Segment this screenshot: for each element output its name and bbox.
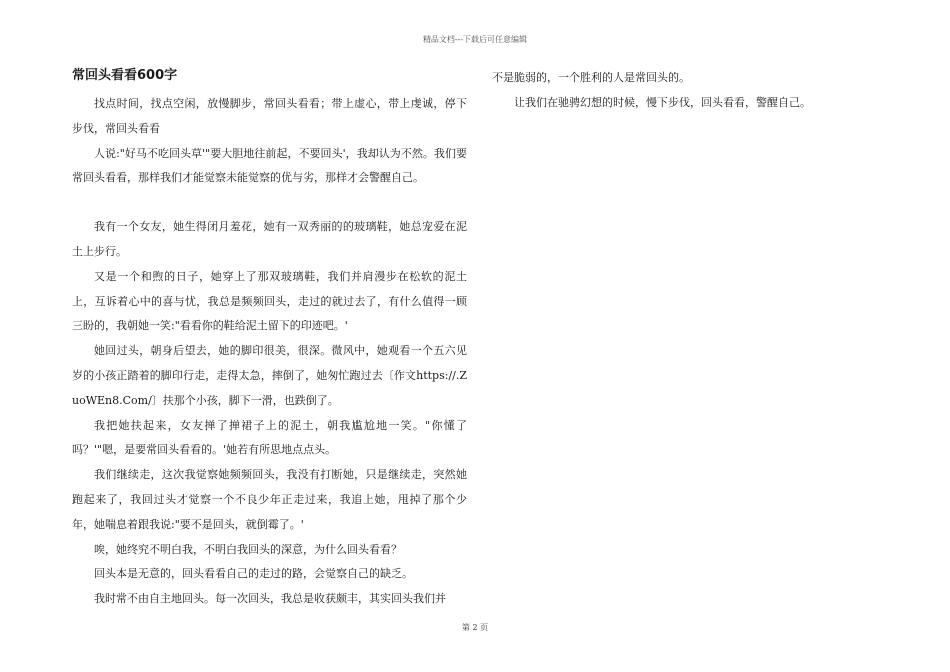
right-column [492,66,882,116]
paragraph: 她回过头，朝身后望去，她的脚印很美，很深。微风中，她观看一个五六见岁的小孩正踏着的脚印行走，走得太急，摔倒了，她匆忙跑过去〔作文https://.ZuoWEn8.Com/〕扶那个小孩，脚下一滑，也跌倒了。 [72,344,467,407]
paragraph: 让我们在驰骋幻想的时候，慢下步伐，回头看看，警醒自己。 [514,95,811,109]
article-title: 常回头看看600字 [72,68,178,83]
paragraph: 我们继续走，这次我觉察她频频回头，我没有打断她，只是继续走，突然她跑起来了，我回过头才觉察一个不良少年正走过来，我追上她，甩掉了那个少年，她喘息着跟我说:"要不是回头，就倒霉了。' [72,468,467,531]
left-column [72,66,467,612]
paragraph: 我有一个女友，她生得闭月羞花，她有一双秀丽的的玻璃鞋，她总宠爱在泥土上步行。 [72,220,467,258]
paragraph: 我时常不由自主地回头。每一次回头，我总是收获颇丰，其实回头我们并 [94,592,446,606]
paragraph: 唉，她终究不明白我，不明白我回头的深意，为什么回头看看？ [94,542,402,556]
page-number: 第 2 页 [461,623,489,632]
paragraph: 人说:"好马不吃回头草'"要大胆地往前起，不要回头'，我却认为不然。我们要常回头看看，那样我们才能觉察未能觉察的优与劣，那样才会警醒自己。 [72,146,467,185]
paragraph: 不是脆弱的，一个胜利的人是常回头的。 [492,71,690,84]
paragraph: 又是一个和煦的日子，她穿上了那双玻璃鞋，我们并肩漫步在松软的泥土上，互诉着心中的喜与忧，我总是频频回头，走过的就过去了，有什么值得一顾三盼的，我朝她一笑:"看看你的鞋给泥土留下的印迹吧。' [72,269,467,333]
paragraph: 回头本是无意的，回头看看自己的走过的路，会觉察自己的缺乏。 [94,567,413,581]
paragraph: 找点时间，找点空闲，放慢脚步，常回头看看；带上虚心，带上虔诚，停下步伐，常回头看看 [72,97,467,135]
page-header: 精品文档---下载后可任意编辑 [422,35,528,44]
paragraph: 我把她扶起来，女友掸了掸裙子上的泥土，朝我尴尬地一笑。"你懂了吗？'"嗯，是要常回头看看的。'她若有所思地点点头。 [72,418,467,457]
